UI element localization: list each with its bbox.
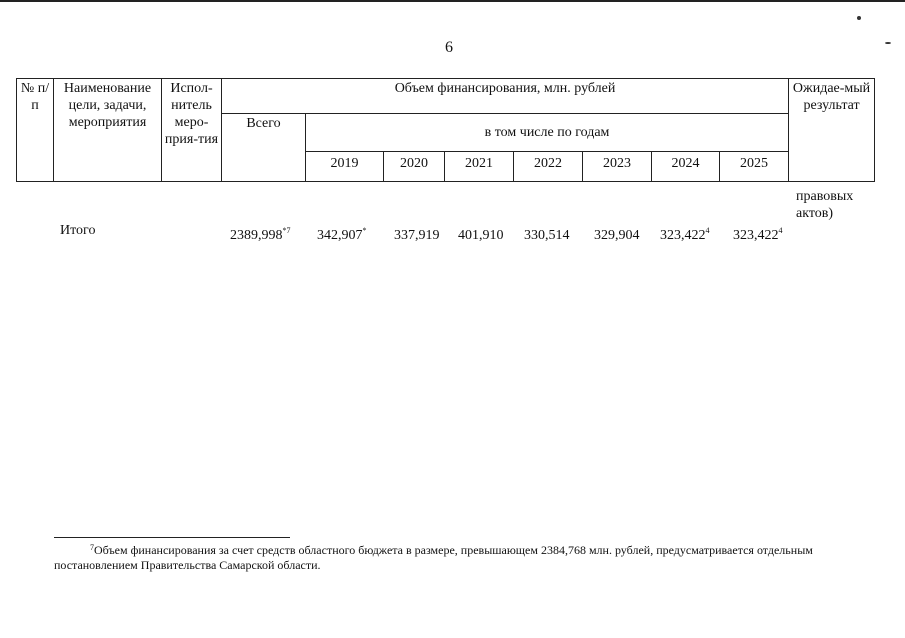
header-by-years: в том числе по годам — [306, 114, 789, 152]
totals-value: 323,422 — [733, 228, 779, 243]
header-year-2022: 2022 — [514, 152, 583, 182]
totals-value: 329,904 — [594, 228, 640, 243]
totals-year-2025 — [733, 222, 783, 244]
footnote-separator — [54, 537, 290, 538]
header-total: Всего — [222, 114, 306, 182]
totals-year-2023 — [594, 222, 640, 244]
totals-year-2022 — [524, 222, 570, 244]
header-executor: Испол-нитель меро-прия-тия — [162, 79, 222, 182]
header-year-2023: 2023 — [583, 152, 652, 182]
page-number: 6 — [445, 39, 453, 56]
header-year-2019: 2019 — [306, 152, 384, 182]
totals-year-2019 — [317, 222, 367, 244]
header-name: Наименование цели, задачи, мероприятия — [54, 79, 162, 182]
totals-value: 337,919 — [394, 228, 440, 243]
footnote-mark: 7 — [90, 543, 94, 552]
financing-table — [16, 78, 875, 182]
header-year-2025: 2025 — [720, 152, 789, 182]
header-result: Ожидае-мый результат — [789, 79, 875, 182]
totals-total-value: 2389,998 — [230, 228, 283, 243]
totals-mark: 4 — [778, 226, 783, 235]
totals-total-mark: *7 — [282, 226, 291, 235]
totals-value: 401,910 — [458, 228, 504, 243]
totals-value: 323,422 — [660, 228, 706, 243]
totals-year-2021 — [458, 222, 504, 244]
scan-speck — [857, 16, 861, 20]
footnote-text: Объем финансирования за счет средств областного бюджета в размере, превышающем 2384,768 млн. рублей, предусматривается отдельным постановлением Правительства Самарской области. — [54, 543, 813, 572]
result-continuation-text: правовых актов) — [796, 189, 854, 221]
header-funding: Объем финансирования, млн. рублей — [222, 79, 789, 114]
top-border-line — [0, 0, 905, 2]
totals-year-2020 — [394, 222, 440, 244]
totals-value: 330,514 — [524, 228, 570, 243]
totals-mark: * — [362, 226, 367, 235]
totals-label: Итого — [60, 223, 96, 238]
header-year-2024: 2024 — [652, 152, 720, 182]
footnote — [54, 540, 854, 573]
totals-value: 342,907 — [317, 228, 363, 243]
totals-total — [230, 222, 291, 244]
header-year-2020: 2020 — [384, 152, 445, 182]
header-num: № п/п — [17, 79, 54, 182]
totals-year-2024 — [660, 222, 710, 244]
header-year-2021: 2021 — [445, 152, 514, 182]
totals-mark: 4 — [705, 226, 710, 235]
